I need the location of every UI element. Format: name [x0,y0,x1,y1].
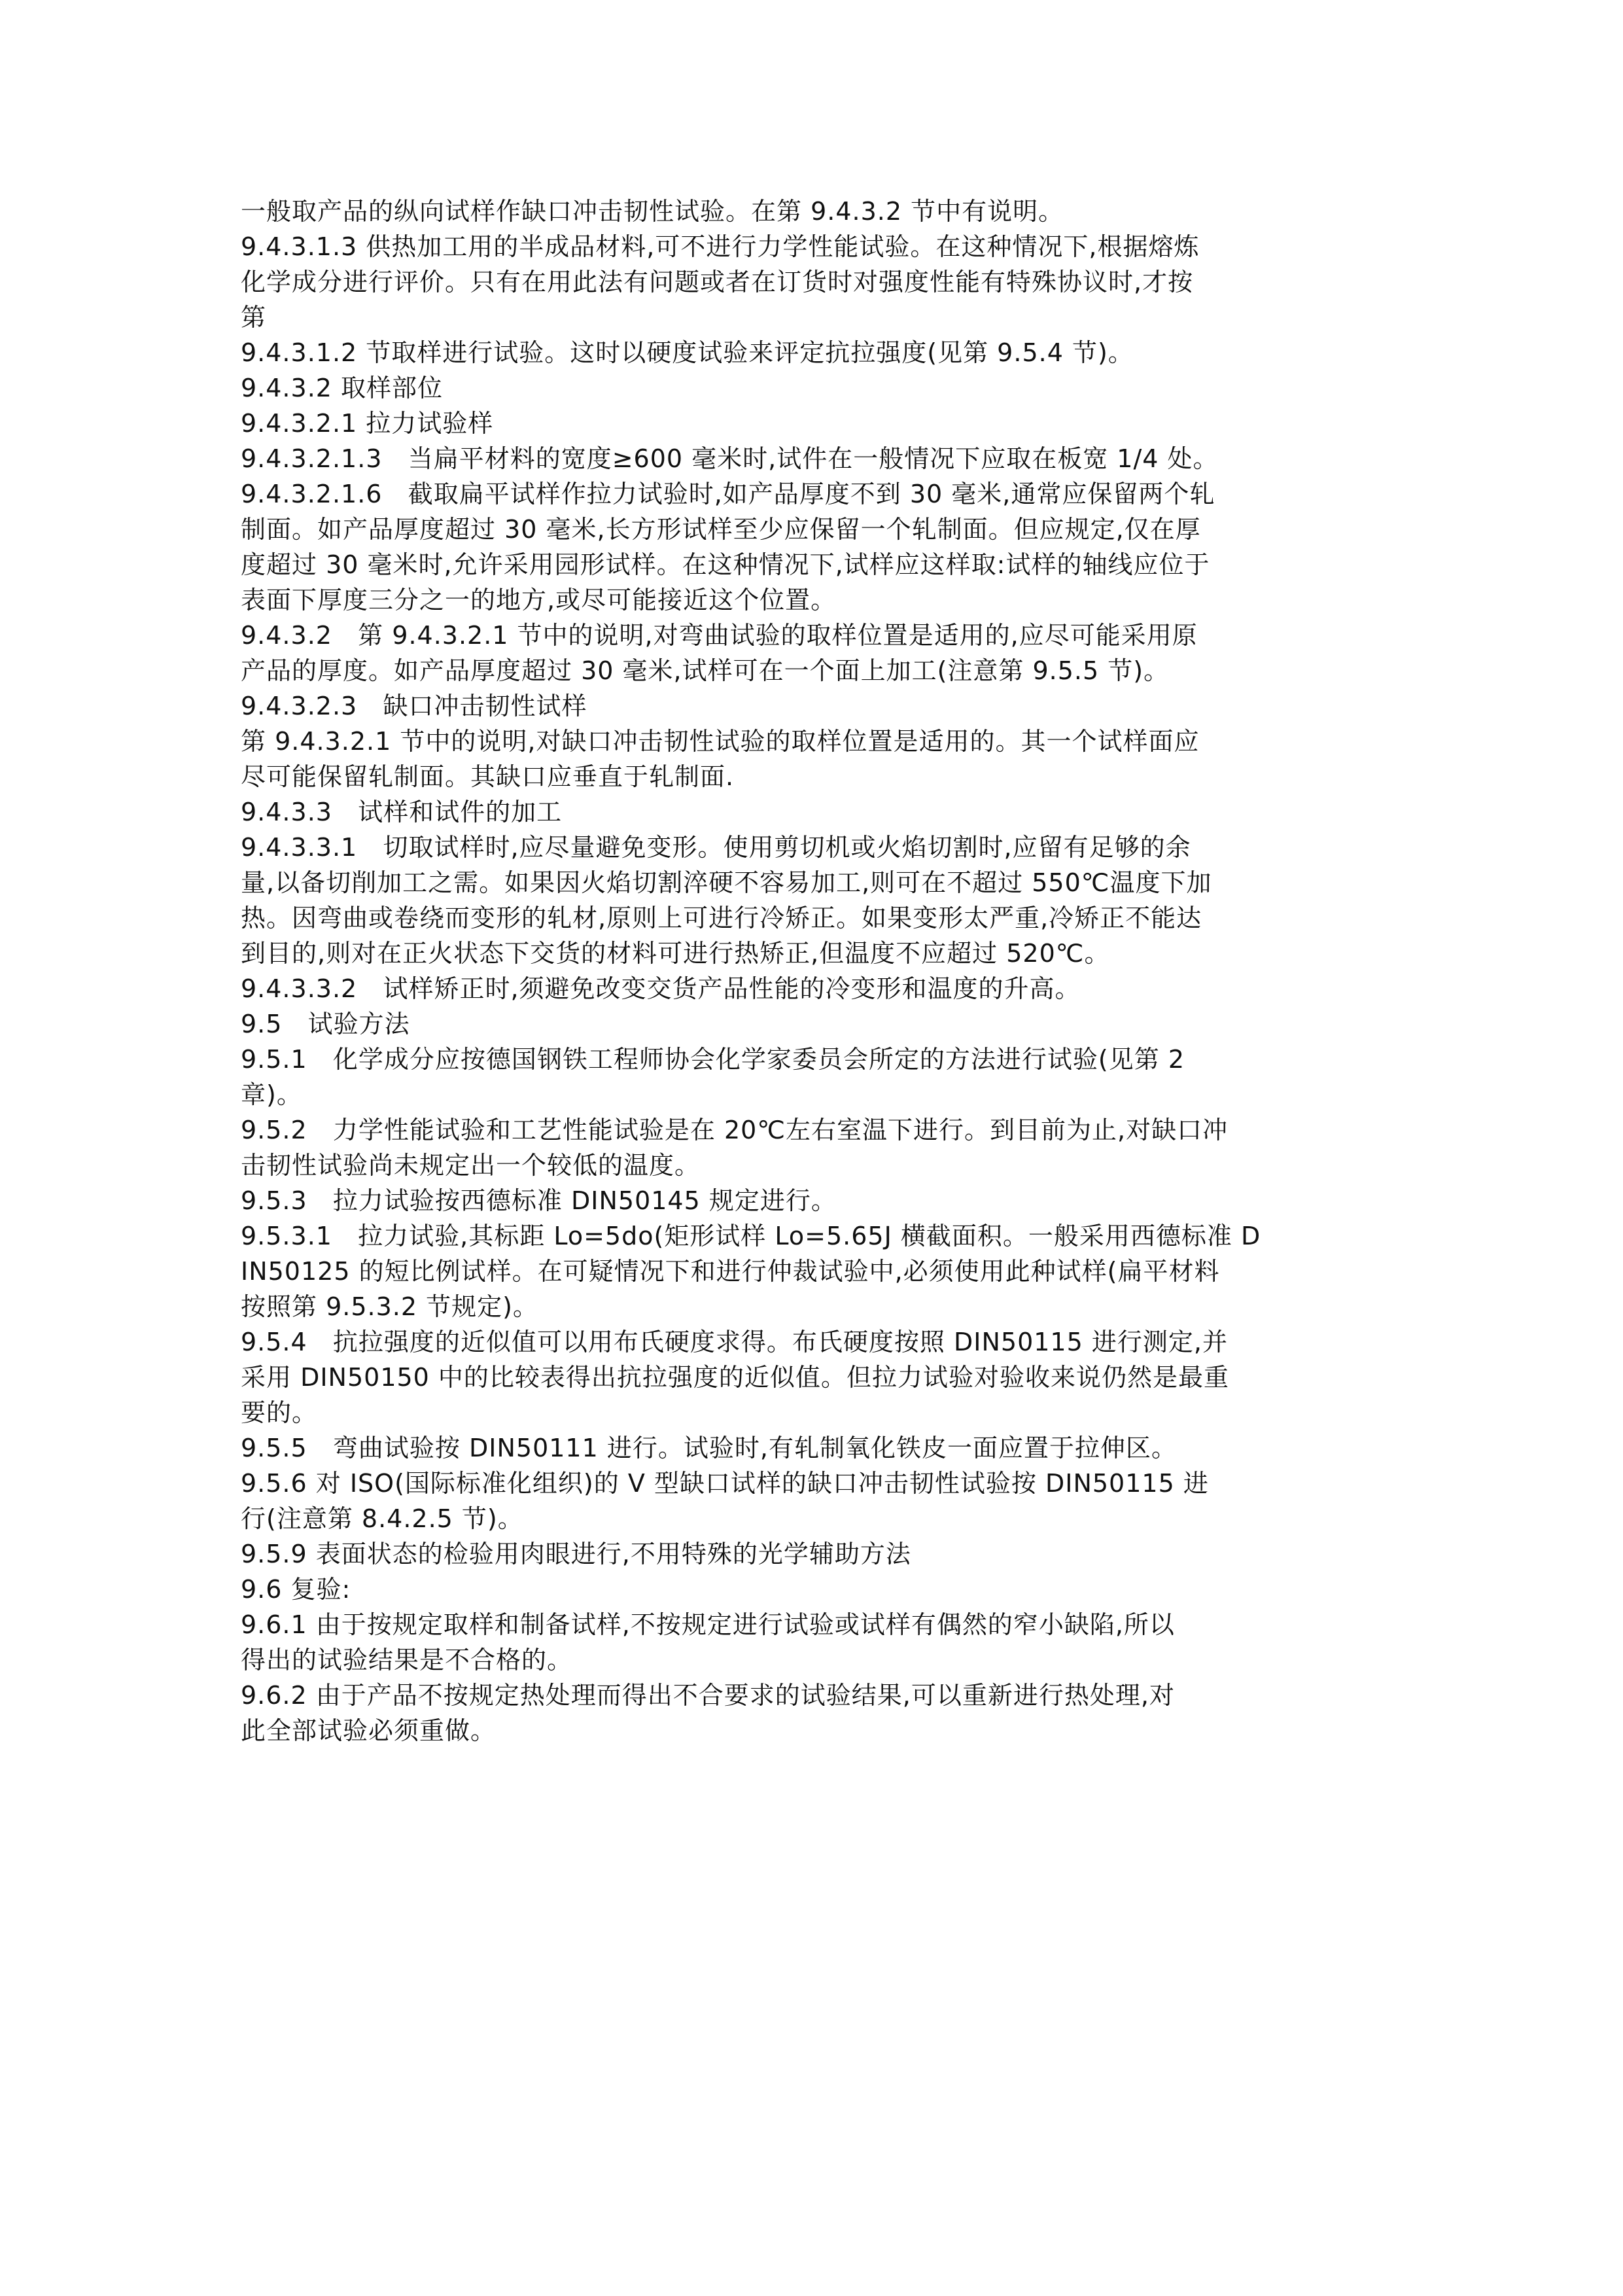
text-line: 一般取产品的纵向试样作缺口冲击韧性试验。在第 9.4.3.2 节中有说明。 [241,197,1064,226]
text-line: 9.4.3.2.1.3 当扁平材料的宽度≥600 毫米时,试件在一般情况下应取在板宽 1/4 处。 [241,444,1219,473]
text-line: 尽可能保留轧制面。其缺口应垂直于轧制面. [241,762,735,791]
text-line: 9.4.3.1.3 供热加工用的半成品材料,可不进行力学性能试验。在这种情况下,根据熔炼 [241,232,1200,261]
text-line: 得出的试验结果是不合格的。 [241,1646,573,1674]
text-line: 9.5.4 抗拉强度的近似值可以用布氏硬度求得。布氏硬度按照 DIN50115 进行测定,并 [241,1328,1228,1356]
document-page [241,194,1392,1748]
text-line: 9.5.2 力学性能试验和工艺性能试验是在 20℃左右室温下进行。到目前为止,对缺口冲 [241,1116,1229,1144]
text-line: 9.5.9 表面状态的检验用肉眼进行,不用特殊的光学辅助方法 [241,1540,911,1568]
text-line: 9.4.3.3.1 切取试样时,应尽量避免变形。使用剪切机或火焰切割时,应留有足够的余 [241,833,1191,862]
section-heading: 9.5 试验方法 [241,1010,410,1038]
text-line: 9.5.3.1 拉力试验,其标距 Lo=5do(矩形试样 Lo=5.65J 横截面积。一般采用西德标准 D [241,1222,1261,1250]
text-line: 量,以备切削加工之需。如果因火焰切割淬硬不容易加工,则可在不超过 550℃温度下加 [241,868,1212,897]
text-line: 产品的厚度。如产品厚度超过 30 毫米,试样可在一个面上加工(注意第 9.5.5 节)。 [241,656,1170,685]
text-line: 9.4.3.2.1.6 截取扁平试样作拉力试验时,如产品厚度不到 30 毫米,通常应保留两个轧 [241,480,1215,508]
text-line: 击韧性试验尚未规定出一个较低的温度。 [241,1151,701,1180]
text-line: 9.4.3.1.2 节取样进行试验。这时以硬度试验来评定抗拉强度(见第 9.5.4 节)。 [241,338,1134,367]
text-line: 按照第 9.5.3.2 节规定)。 [241,1292,538,1321]
text-line: 度超过 30 毫米时,允许采用园形试样。在这种情况下,试样应这样取:试样的轴线应位于 [241,550,1210,579]
text-line: 9.4.3.2 第 9.4.3.2.1 节中的说明,对弯曲试验的取样位置是适用的,应尽可能采用原 [241,621,1198,650]
section-heading: 9.4.3.3 试样和试件的加工 [241,798,563,826]
text-line: 第 [241,303,267,332]
section-heading: 9.4.3.2.1 拉力试验样 [241,409,494,438]
text-line: 到目的,则对在正火状态下交货的材料可进行热矫正,但温度不应超过 520℃。 [241,939,1110,968]
text-line: 9.4.3.3.2 试样矫正时,须避免改变交货产品性能的冷变形和温度的升高。 [241,974,1081,1003]
text-line: 制面。如产品厚度超过 30 毫米,长方形试样至少应保留一个轧制面。但应规定,仅在厚 [241,515,1201,544]
text-line: 行(注意第 8.4.2.5 节)。 [241,1504,523,1533]
text-line: 要的。 [241,1398,318,1427]
text-line: 采用 DIN50150 中的比较表得出抗拉强度的近似值。但拉力试验对验收来说仍然是最重 [241,1363,1229,1392]
text-line: 9.6.2 由于产品不按规定热处理而得出不合要求的试验结果,可以重新进行热处理,对 [241,1681,1175,1710]
text-line: 9.5.6 对 ISO(国际标准化组织)的 V 型缺口试样的缺口冲击韧性试验按 DIN50115 进 [241,1469,1209,1498]
text-line: 9.5.5 弯曲试验按 DIN50111 进行。试验时,有轧制氧化铁皮一面应置于拉伸区。 [241,1434,1177,1462]
text-line: IN50125 的短比例试样。在可疑情况下和进行仲裁试验中,必须使用此种试样(扁平材料 [241,1257,1220,1286]
section-heading: 9.4.3.2 取样部位 [241,374,444,402]
text-line: 9.5.1 化学成分应按德国钢铁工程师协会化学家委员会所定的方法进行试验(见第 2 [241,1045,1185,1074]
text-line: 热。因弯曲或卷绕而变形的轧材,原则上可进行冷矫正。如果变形太严重,冷矫正不能达 [241,904,1202,932]
section-heading: 9.6 复验: [241,1575,351,1604]
text-line: 表面下厚度三分之一的地方,或尽可能接近这个位置。 [241,586,837,614]
text-line: 第 9.4.3.2.1 节中的说明,对缺口冲击韧性试验的取样位置是适用的。其一个试样面应 [241,727,1200,756]
text-line: 章)。 [241,1080,302,1109]
text-line: 9.5.3 拉力试验按西德标准 DIN50145 规定进行。 [241,1186,837,1215]
text-line: 此全部试验必须重做。 [241,1716,497,1745]
text-line: 化学成分进行评价。只有在用此法有问题或者在订货时对强度性能有特殊协议时,才按 [241,268,1194,296]
text-line: 9.6.1 由于按规定取样和制备试样,不按规定进行试验或试样有偶然的窄小缺陷,所以 [241,1610,1175,1639]
section-heading: 9.4.3.2.3 缺口冲击韧性试样 [241,692,587,720]
